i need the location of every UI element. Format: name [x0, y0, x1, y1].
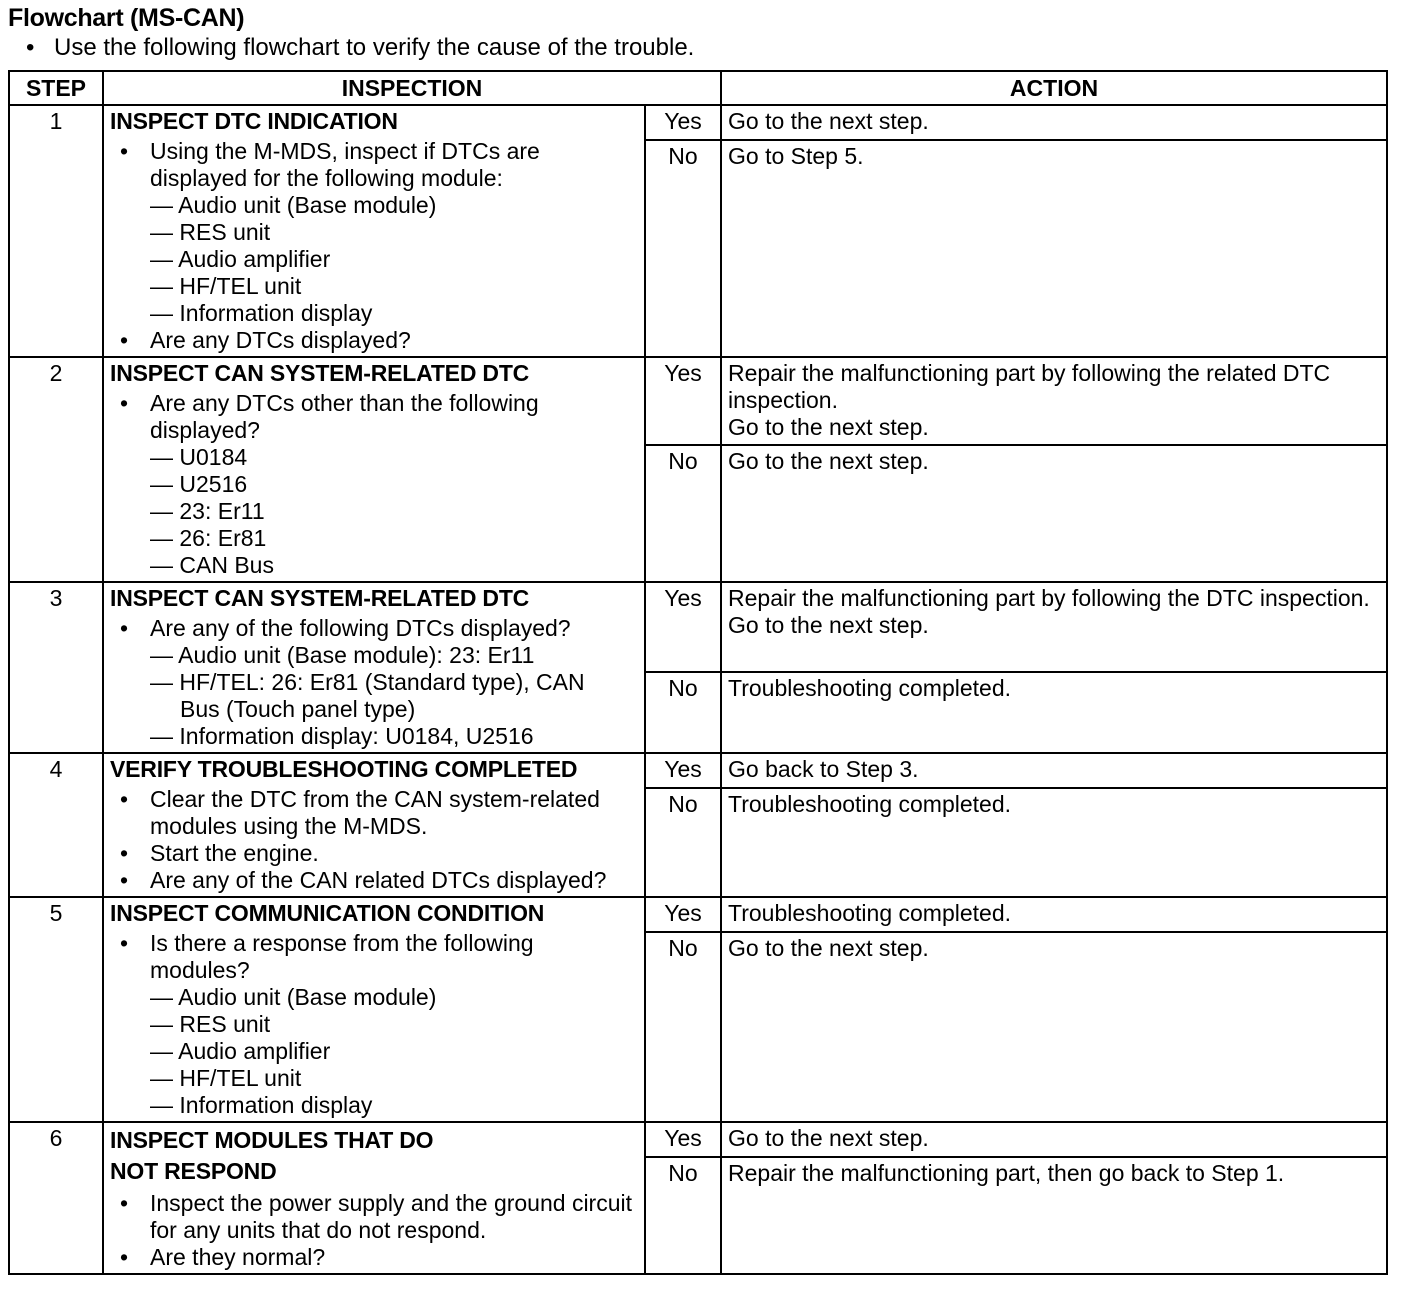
dash-item: — 26: Er81	[150, 525, 267, 551]
bullet-item: • Are any DTCs other than the following displayed?	[110, 390, 638, 444]
inspection-cell	[103, 582, 645, 753]
inspection-title: INSPECT COMMUNICATION CONDITION	[110, 900, 545, 926]
no-action: Troubleshooting completed.	[721, 788, 1387, 897]
dash-item: — Audio unit (Base module)	[150, 984, 437, 1010]
header-step: STEP	[9, 71, 103, 105]
dash-item: — Audio amplifier	[150, 246, 331, 272]
yes-action	[721, 357, 1387, 445]
no-label: No	[645, 445, 721, 582]
step-number: 5	[9, 897, 103, 1122]
inspection-cell	[103, 357, 645, 582]
yes-label: Yes	[645, 1122, 721, 1157]
step-3-yes-row	[9, 582, 1387, 672]
step-number: 3	[9, 582, 103, 753]
inspection-cell	[103, 1122, 645, 1274]
dash-item: — RES unit	[150, 1011, 271, 1037]
inspection-title: INSPECT CAN SYSTEM-RELATED DTC	[110, 360, 530, 386]
dash-item: — U2516	[150, 471, 248, 497]
step-1-yes-row	[9, 105, 1387, 140]
action-text: Repair the malfunctioning part by following the DTC inspection.	[728, 585, 1370, 611]
no-label: No	[645, 932, 721, 1122]
action-text: Go to the next step.	[728, 612, 929, 638]
dash-item-continued: Bus (Touch panel type)	[180, 696, 416, 722]
bullet-item: • Are any DTCs displayed?	[110, 327, 638, 354]
dash-item: — Information display: U0184, U2516	[150, 723, 534, 749]
dash-item: — Audio amplifier	[150, 1038, 331, 1064]
yes-label: Yes	[645, 897, 721, 932]
step-5-yes-row	[9, 897, 1387, 932]
intro-line	[26, 34, 694, 62]
yes-action: Go back to Step 3.	[721, 753, 1387, 788]
dash-item: — RES unit	[150, 219, 271, 245]
yes-label: Yes	[645, 582, 721, 672]
bullet-icon: •	[26, 34, 35, 61]
no-action: Go to the next step.	[721, 445, 1387, 582]
no-action: Go to Step 5.	[721, 140, 1387, 357]
dash-item: — Audio unit (Base module)	[150, 192, 437, 218]
action-text: Go to the next step.	[728, 414, 929, 440]
header-row	[9, 71, 1387, 105]
step-2-yes-row	[9, 357, 1387, 445]
step-number: 1	[9, 105, 103, 357]
no-action: Troubleshooting completed.	[721, 672, 1387, 753]
step-4-yes-row	[9, 753, 1387, 788]
yes-label: Yes	[645, 753, 721, 788]
bullet-item: • Are they normal?	[110, 1244, 638, 1271]
yes-action	[721, 582, 1387, 672]
yes-action: Go to the next step.	[721, 105, 1387, 140]
action-text: Repair the malfunctioning part by following the related DTC inspection.	[728, 360, 1331, 413]
bullet-item: • Clear the DTC from the CAN system-related modules using the M-MDS.	[110, 786, 638, 840]
dash-item: — Information display	[150, 300, 373, 326]
dash-item: — Audio unit (Base module): 23: Er11	[150, 642, 535, 668]
bullet-item: • Are any of the following DTCs displayed?	[110, 615, 638, 642]
bullet-item: • Are any of the CAN related DTCs displayed?	[110, 867, 638, 894]
bullet-item: • Start the engine.	[110, 840, 638, 867]
bullet-item: • Is there a response from the following modules?	[110, 930, 638, 984]
dash-item: — Information display	[150, 1092, 373, 1118]
no-label: No	[645, 1157, 721, 1274]
no-label: No	[645, 788, 721, 897]
yes-label: Yes	[645, 105, 721, 140]
no-action: Repair the malfunctioning part, then go back to Step 1.	[721, 1157, 1387, 1274]
dash-item: — HF/TEL unit	[150, 273, 302, 299]
no-label: No	[645, 140, 721, 357]
yes-action: Go to the next step.	[721, 1122, 1387, 1157]
flowchart-table	[8, 70, 1388, 1275]
inspection-title: INSPECT DTC INDICATION	[110, 108, 398, 134]
no-label: No	[645, 672, 721, 753]
inspection-title: VERIFY TROUBLESHOOTING COMPLETED	[110, 756, 578, 782]
inspection-cell	[103, 105, 645, 357]
step-number: 6	[9, 1122, 103, 1274]
bullet-item: • Using the M-MDS, inspect if DTCs are displayed for the following module:	[110, 138, 638, 192]
dash-item: — 23: Er11	[150, 498, 265, 524]
header-inspection: INSPECTION	[103, 71, 721, 105]
yes-action: Troubleshooting completed.	[721, 897, 1387, 932]
step-6-yes-row	[9, 1122, 1387, 1157]
header-action: ACTION	[721, 71, 1387, 105]
dash-item: — U0184	[150, 444, 248, 470]
bullet-item: • Inspect the power supply and the ground circuit for any units that do not respond.	[110, 1190, 638, 1244]
no-action: Go to the next step.	[721, 932, 1387, 1122]
inspection-title: INSPECT CAN SYSTEM-RELATED DTC	[110, 585, 530, 611]
step-number: 2	[9, 357, 103, 582]
intro-text: Use the following flowchart to verify the cause of the trouble.	[54, 34, 695, 61]
yes-label: Yes	[645, 357, 721, 445]
inspection-cell	[103, 753, 645, 897]
step-number: 4	[9, 753, 103, 897]
dash-item: — CAN Bus	[150, 552, 274, 578]
dash-item: — HF/TEL unit	[150, 1065, 302, 1091]
page-title: Flowchart (MS-CAN)	[8, 4, 245, 32]
inspection-title: INSPECT MODULES THAT DO NOT RESPOND	[110, 1127, 434, 1184]
inspection-cell	[103, 897, 645, 1122]
dash-item: — HF/TEL: 26: Er81 (Standard type), CAN	[150, 669, 585, 695]
